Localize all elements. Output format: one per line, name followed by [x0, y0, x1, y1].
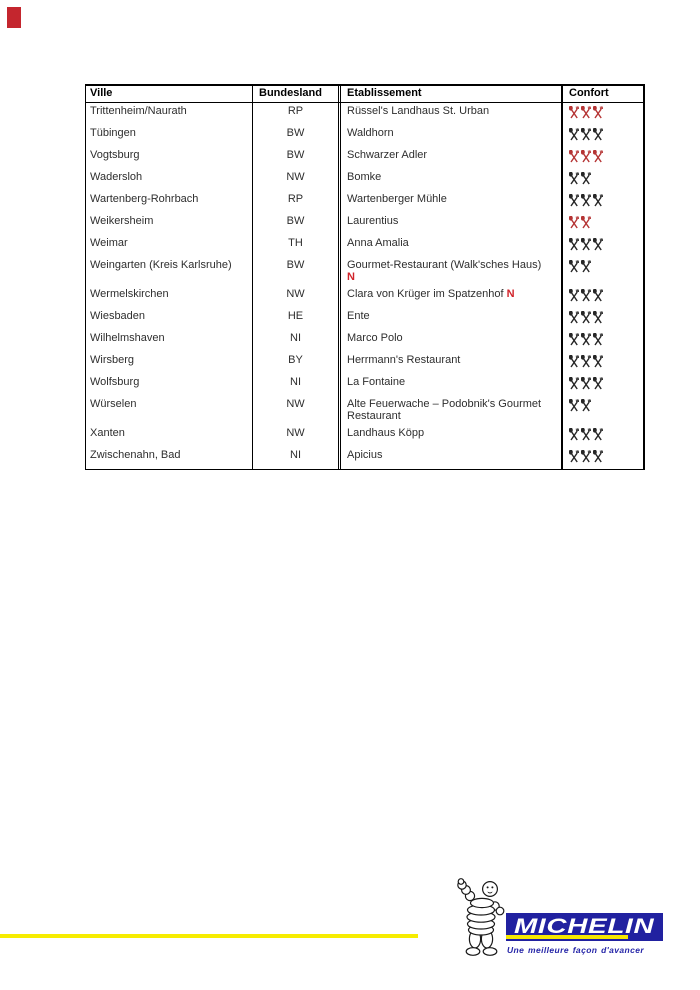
cell-bundesland: RP — [287, 105, 304, 117]
cell-etablissement — [338, 396, 561, 425]
header-bundesland: Bundesland — [259, 87, 322, 99]
couvert-icon — [569, 355, 579, 371]
couvert-icon — [569, 172, 579, 188]
couvert-icon — [581, 355, 591, 371]
cell-etablissement — [338, 147, 561, 169]
etablissement-text: Gourmet-Restaurant (Walk'sches Haus) — [347, 259, 542, 271]
michelin-wordmark: MICHELIN — [514, 915, 655, 938]
cell-bundesland: HE — [287, 310, 304, 322]
cell-bundesland: BW — [286, 215, 305, 227]
table-row — [86, 147, 643, 169]
header-etablissement: Etablissement — [338, 86, 561, 102]
etablissement-text: Herrmann's Restaurant — [347, 354, 461, 366]
table-row — [86, 352, 643, 374]
cell-ville: Weikersheim — [86, 213, 253, 235]
couvert-icon — [581, 377, 591, 393]
confort-cell — [561, 235, 643, 257]
table-row — [86, 396, 643, 425]
etablissement-text: La Fontaine — [347, 376, 406, 388]
table-row — [86, 169, 643, 191]
couvert-icon — [569, 377, 579, 393]
cell-etablissement — [338, 308, 561, 330]
table-row — [86, 191, 643, 213]
cell-etablissement — [338, 213, 561, 235]
couvert-icon — [593, 450, 603, 466]
cell-etablissement — [338, 103, 561, 125]
table-row — [86, 103, 643, 125]
new-badge: N — [347, 271, 355, 283]
cell-ville: Wartenberg-Rohrbach — [86, 191, 253, 213]
confort-cell — [561, 425, 643, 447]
table-row — [86, 257, 643, 286]
header-ville: Ville — [86, 86, 253, 102]
etablissement-text: Landhaus Köpp — [347, 427, 425, 439]
couvert-icon — [581, 428, 591, 444]
table-row — [86, 425, 643, 447]
couvert-icon — [581, 450, 591, 466]
etablissement-text: Rüssel's Landhaus St. Urban — [347, 105, 490, 117]
table-row — [86, 308, 643, 330]
table-row — [86, 125, 643, 147]
confort-cell — [561, 213, 643, 235]
couvert-icon — [581, 106, 591, 122]
couvert-icon — [581, 260, 591, 276]
michelin-tagline: Une meilleure façon d'avancer — [507, 945, 645, 955]
cell-bundesland: NW — [286, 288, 305, 300]
etablissement-text: Wartenberger Mühle — [347, 193, 447, 205]
cell-etablissement — [338, 235, 561, 257]
couvert-icon — [593, 238, 603, 254]
table-row — [86, 374, 643, 396]
cell-ville: Würselen — [86, 396, 253, 425]
etablissement-text: Clara von Krüger im Spatzenhof — [347, 288, 504, 300]
table-header-row — [86, 86, 643, 103]
cell-etablissement — [338, 169, 561, 191]
table-body — [86, 103, 643, 469]
confort-cell — [561, 103, 643, 125]
etablissement-text: Waldhorn — [347, 127, 394, 139]
confort-cell — [561, 374, 643, 396]
couvert-icon — [569, 216, 579, 232]
couvert-icon — [569, 428, 579, 444]
cell-etablissement — [338, 374, 561, 396]
cell-ville: Weimar — [86, 235, 253, 257]
cell-bundesland: NW — [286, 427, 305, 439]
cell-etablissement — [338, 191, 561, 213]
couvert-icon — [581, 128, 591, 144]
michelin-wordmark-box — [506, 913, 663, 941]
etablissement-text: Ente — [347, 310, 370, 322]
couvert-icon — [593, 289, 603, 305]
cell-etablissement — [338, 352, 561, 374]
couvert-icon — [569, 260, 579, 276]
couvert-icon — [581, 333, 591, 349]
confort-cell — [561, 169, 643, 191]
couvert-icon — [581, 399, 591, 415]
etablissement-text: Marco Polo — [347, 332, 403, 344]
cell-etablissement — [338, 425, 561, 447]
cell-etablissement — [338, 330, 561, 352]
confort-cell — [561, 330, 643, 352]
confort-cell — [561, 396, 643, 425]
cell-bundesland: TH — [288, 237, 303, 249]
table-row — [86, 286, 643, 308]
confort-cell — [561, 257, 643, 286]
cell-bundesland: NW — [286, 171, 305, 183]
cell-ville: Vogtsburg — [86, 147, 253, 169]
header-confort: Confort — [561, 86, 643, 102]
couvert-icon — [593, 128, 603, 144]
couvert-icon — [593, 150, 603, 166]
couvert-icon — [581, 289, 591, 305]
couvert-icon — [569, 238, 579, 254]
cell-ville: Wermelskirchen — [86, 286, 253, 308]
couvert-icon — [593, 194, 603, 210]
table-row — [86, 330, 643, 352]
couvert-icon — [581, 238, 591, 254]
new-badge: N — [503, 288, 515, 300]
cell-bundesland: NI — [290, 449, 301, 461]
cell-ville: Xanten — [86, 425, 253, 447]
confort-cell — [561, 147, 643, 169]
cell-bundesland: NW — [286, 398, 305, 410]
couvert-icon — [569, 289, 579, 305]
table-row — [86, 213, 643, 235]
couvert-icon — [569, 128, 579, 144]
cell-etablissement — [338, 447, 561, 469]
cell-bundesland: BY — [288, 354, 303, 366]
cell-ville: Wiesbaden — [86, 308, 253, 330]
cell-ville: Weingarten (Kreis Karlsruhe) — [86, 257, 253, 286]
couvert-icon — [593, 106, 603, 122]
cell-bundesland: BW — [286, 149, 305, 161]
confort-cell — [561, 447, 643, 469]
cell-ville: Tübingen — [86, 125, 253, 147]
couvert-icon — [593, 311, 603, 327]
couvert-icon — [569, 399, 579, 415]
etablissement-text: Apicius — [347, 449, 383, 461]
couvert-icon — [569, 194, 579, 210]
cell-ville: Wilhelmshaven — [86, 330, 253, 352]
cell-etablissement — [338, 257, 561, 286]
confort-cell — [561, 125, 643, 147]
cell-bundesland: BW — [286, 127, 305, 139]
couvert-icon — [593, 333, 603, 349]
cell-bundesland: NI — [290, 332, 301, 344]
etablissement-text: Laurentius — [347, 215, 399, 227]
couvert-icon — [581, 216, 591, 232]
table-row — [86, 447, 643, 469]
couvert-icon — [569, 311, 579, 327]
couvert-icon — [569, 450, 579, 466]
couvert-icon — [569, 333, 579, 349]
cell-ville: Wadersloh — [86, 169, 253, 191]
confort-cell — [561, 286, 643, 308]
michelin-logo — [452, 878, 668, 960]
confort-cell — [561, 308, 643, 330]
corner-red-mark — [7, 7, 21, 28]
cell-bundesland: NI — [290, 376, 301, 388]
cell-bundesland: BW — [286, 259, 305, 271]
confort-cell — [561, 352, 643, 374]
couvert-icon — [593, 428, 603, 444]
bibendum-michelin-man-icon — [452, 878, 514, 958]
cell-etablissement — [338, 286, 561, 308]
couvert-icon — [581, 172, 591, 188]
etablissement-text: Anna Amalia — [347, 237, 409, 249]
couvert-icon — [581, 311, 591, 327]
couvert-icon — [593, 355, 603, 371]
couvert-icon — [593, 377, 603, 393]
confort-cell — [561, 191, 643, 213]
restaurant-table — [85, 84, 645, 470]
cell-ville: Wirsberg — [86, 352, 253, 374]
cell-bundesland: RP — [287, 193, 304, 205]
cell-ville: Wolfsburg — [86, 374, 253, 396]
etablissement-text: Bomke — [347, 171, 382, 183]
couvert-icon — [581, 150, 591, 166]
couvert-icon — [581, 194, 591, 210]
couvert-icon — [569, 106, 579, 122]
table-row — [86, 235, 643, 257]
cell-ville: Zwischenahn, Bad — [86, 447, 253, 469]
etablissement-text: Alte Feuerwache – Podobnik's Gourmet Restaurant — [347, 398, 542, 422]
cell-etablissement — [338, 125, 561, 147]
couvert-icon — [569, 150, 579, 166]
cell-ville: Trittenheim/Naurath — [86, 103, 253, 125]
footer-yellow-rule — [0, 934, 418, 938]
etablissement-text: Schwarzer Adler — [347, 149, 428, 161]
